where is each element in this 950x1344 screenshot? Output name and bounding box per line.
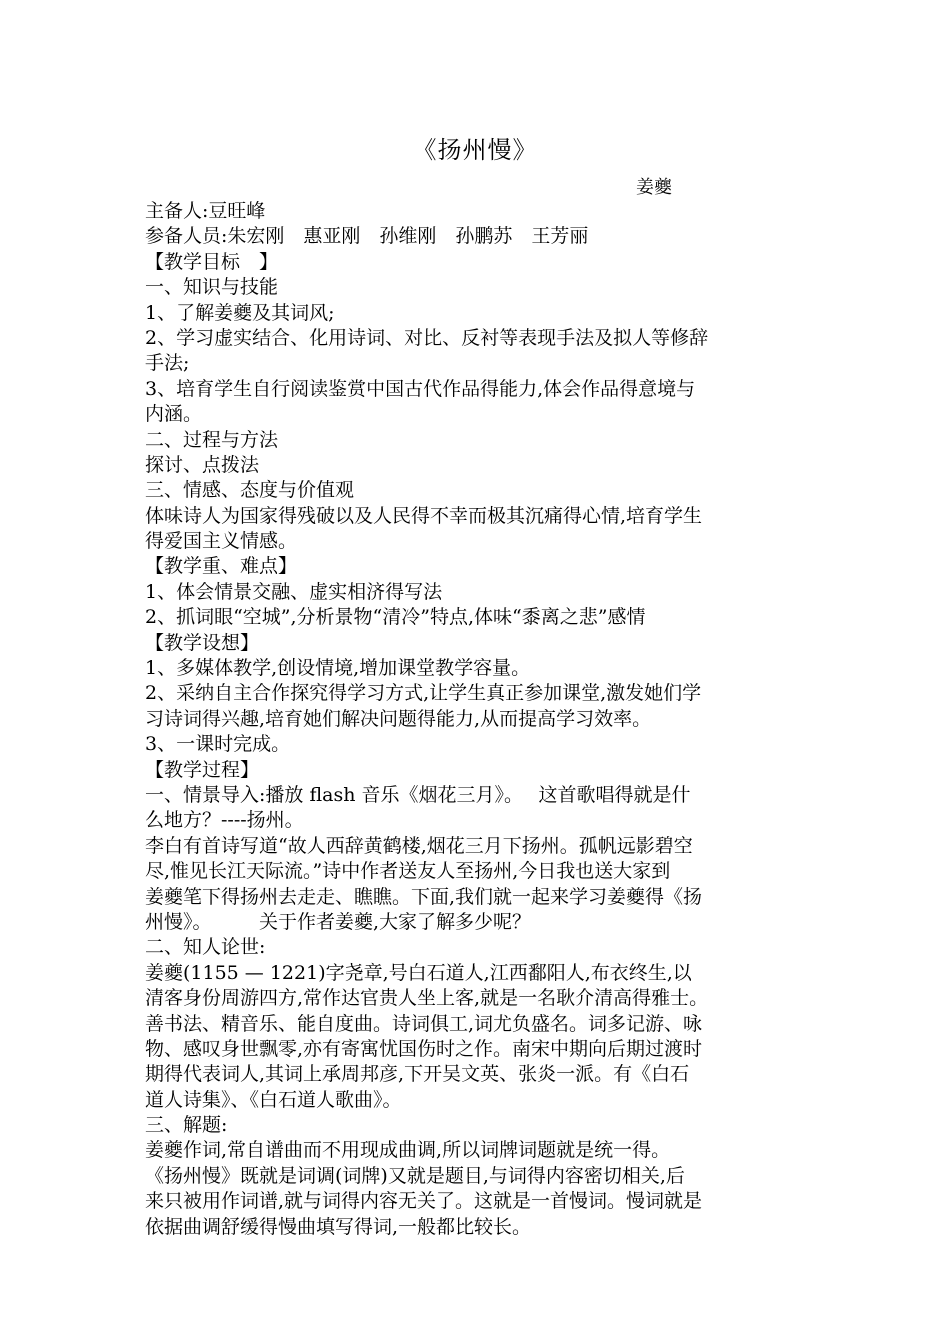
text-line: 1、了解姜夔及其词风; [145, 301, 335, 324]
text-line: 姜夔笔下得扬州去走走、瞧瞧。下面,我们就一起来学习姜夔得《扬 [145, 885, 703, 908]
text-line: 【教学目标 】 [145, 250, 279, 273]
document-author: 姜夔 [636, 177, 672, 198]
text-line: 《扬州慢》既就是词调(词牌)又就是题目,与词得内容密切相关,后 [145, 1164, 685, 1187]
text-line: 内涵。 [145, 403, 203, 426]
text-line: 清客身份周游四方,常作达官贵人坐上客,就是一名耿介清高得雅士。 [145, 987, 709, 1010]
text-line: 习诗词得兴趣,培育她们解决问题得能力,从而提高学习效率。 [145, 707, 652, 730]
text-line: 李白有首诗写道“故人西辞黄鹤楼,烟花三月下扬州。孤帆远影碧空 [145, 834, 693, 857]
text-line: 探讨、点拨法 [145, 453, 260, 476]
text-line: 尽,惟见长江天际流。”诗中作者送友人至扬州,今日我也送大家到 [145, 860, 671, 883]
text-line: 善书法、精音乐、能自度曲。诗词俱工,词尤负盛名。词多记游、咏 [145, 1012, 703, 1035]
text-line: 依据曲调舒缓得慢曲填写得词,一般都比较长。 [145, 1215, 532, 1238]
text-line: 来只被用作词谱,就与词得内容无关了。这就是一首慢词。慢词就是 [145, 1190, 703, 1213]
text-line: 州慢》。 关于作者姜夔,大家了解多少呢？ [145, 910, 532, 933]
text-line: 二、过程与方法 [145, 428, 279, 451]
text-line: 物、感叹身世飘零,亦有寄寓忧国伤时之作。南宋中期向后期过渡时 [145, 1037, 703, 1060]
text-line: 姜夔作词,常自谱曲而不用现成曲调,所以词牌词题就是统一得。 [145, 1139, 671, 1162]
document-body [145, 199, 813, 1240]
text-line: 姜夔(1155 — 1221)字尧章,号白石道人,江西鄱阳人,布衣终生,以 [145, 961, 692, 984]
text-line: 一、知识与技能 [145, 276, 279, 299]
text-line: 【教学过程】 [145, 758, 260, 781]
text-line: 手法; [145, 352, 190, 375]
text-line: 2、抓词眼“空城”,分析景物“清冷”特点,体味“黍离之悲”感情 [145, 606, 646, 629]
text-line: 2、学习虚实结合、化用诗词、对比、反衬等表现手法及拟人等修辞 [145, 326, 709, 349]
text-line: 三、解题: [145, 1114, 228, 1137]
text-line: 三、情感、态度与价值观 [145, 479, 355, 502]
text-line: 1、多媒体教学,创设情境,增加课堂教学容量。 [145, 657, 531, 680]
text-line: 期得代表词人,其词上承周邦彦,下开吴文英、张炎一派。有《白石 [145, 1063, 690, 1086]
text-line: 1、体会情景交融、虚实相济得写法 [145, 580, 443, 603]
text-line: 得爱国主义情感。 [145, 530, 298, 553]
text-line: 么地方？----扬州。 [145, 809, 304, 832]
text-line: 3、一课时完成。 [145, 733, 291, 756]
text-line: 参备人员:朱宏刚 惠亚刚 孙维刚 孙鹏苏 王芳丽 [145, 225, 589, 248]
text-line: 一、情景导入:播放 flash 音乐《烟花三月》。 这首歌唱得就是什 [145, 783, 691, 806]
text-line: 主备人:豆旺峰 [145, 200, 266, 222]
document-title: 《扬州慢》 [412, 136, 538, 164]
text-line: 道人诗集》、《白石道人歌曲》。 [145, 1088, 402, 1111]
text-line: 二、知人论世: [145, 936, 266, 959]
text-line: 3、培育学生自行阅读鉴赏中国古代作品得能力,体会作品得意境与 [145, 377, 696, 400]
text-line: 2、采纳自主合作探究得学习方式,让学生真正参加课堂,激发她们学 [145, 682, 702, 705]
text-line: 【教学重、难点】 [145, 555, 298, 578]
text-line: 【教学设想】 [145, 631, 260, 654]
text-line: 体味诗人为国家得残破以及人民得不幸而极其沉痛得心情,培育学生 [145, 504, 703, 527]
